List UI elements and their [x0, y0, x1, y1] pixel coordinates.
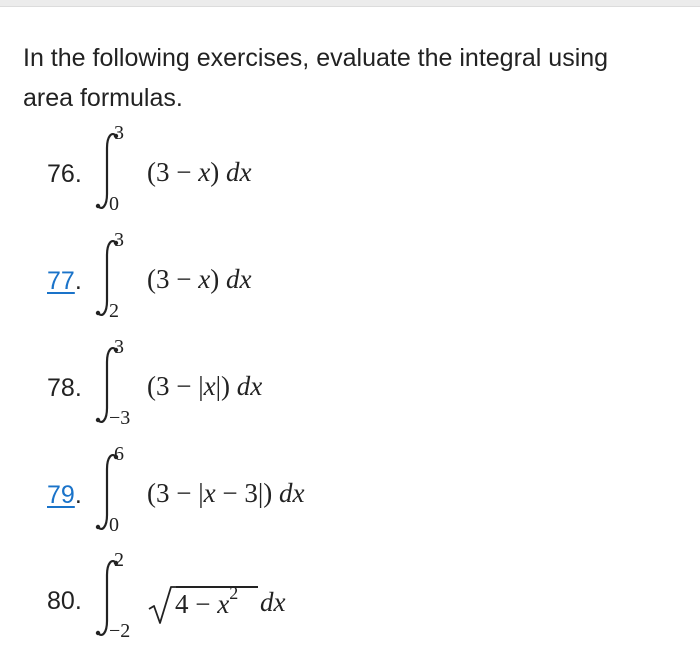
- radicand: [175, 583, 239, 620]
- integrand: (3 − x) dx: [147, 264, 252, 294]
- square-root-icon: [147, 579, 177, 627]
- integrand: (3 − |x|) dx: [147, 371, 263, 401]
- exercise-80: [0, 549, 700, 649]
- upper-limit: 3: [114, 336, 124, 358]
- upper-limit: 2: [114, 549, 124, 571]
- upper-limit: 6: [114, 443, 124, 465]
- exercise-79-link[interactable]: 79: [47, 481, 75, 509]
- exercise-number: 76.: [47, 160, 82, 188]
- lower-limit: −3: [109, 407, 131, 429]
- lower-limit: −2: [109, 620, 131, 642]
- exercise-number-text: 78: [47, 374, 75, 402]
- radicand-text: 4 − x: [175, 589, 230, 619]
- lower-limit: 2: [109, 300, 119, 322]
- integral-expression: [95, 122, 145, 222]
- differential: dx: [260, 587, 286, 617]
- exponent: 2: [229, 583, 239, 603]
- integrand: (3 − |x − 3|) dx: [147, 478, 305, 508]
- exercise-number: 79.: [47, 481, 82, 509]
- top-divider: [0, 0, 700, 7]
- lower-limit: 0: [109, 514, 119, 536]
- exercise-number: 80.: [47, 587, 82, 615]
- upper-limit: 3: [114, 229, 124, 251]
- exercise-77: [0, 229, 700, 329]
- exercise-number-text: 76: [47, 160, 75, 188]
- exercise-79: [0, 443, 700, 543]
- exercise-78: [0, 336, 700, 436]
- integrand: [147, 579, 307, 629]
- integral-expression: [95, 443, 145, 543]
- exercise-76: [0, 122, 700, 222]
- integral-expression: [95, 549, 145, 649]
- instructions-text: In the following exercises, evaluate the integral using area formulas.: [23, 44, 609, 112]
- integral-expression: [95, 336, 145, 436]
- integrand: (3 − x) dx: [147, 157, 252, 187]
- exercise-number-text: 80: [47, 587, 75, 615]
- integral-expression: [95, 229, 145, 329]
- exercise-number: 78.: [47, 374, 82, 402]
- lower-limit: 0: [109, 193, 119, 215]
- upper-limit: 3: [114, 122, 124, 144]
- exercise-77-link[interactable]: 77: [47, 267, 75, 295]
- exercise-number: 77.: [47, 267, 82, 295]
